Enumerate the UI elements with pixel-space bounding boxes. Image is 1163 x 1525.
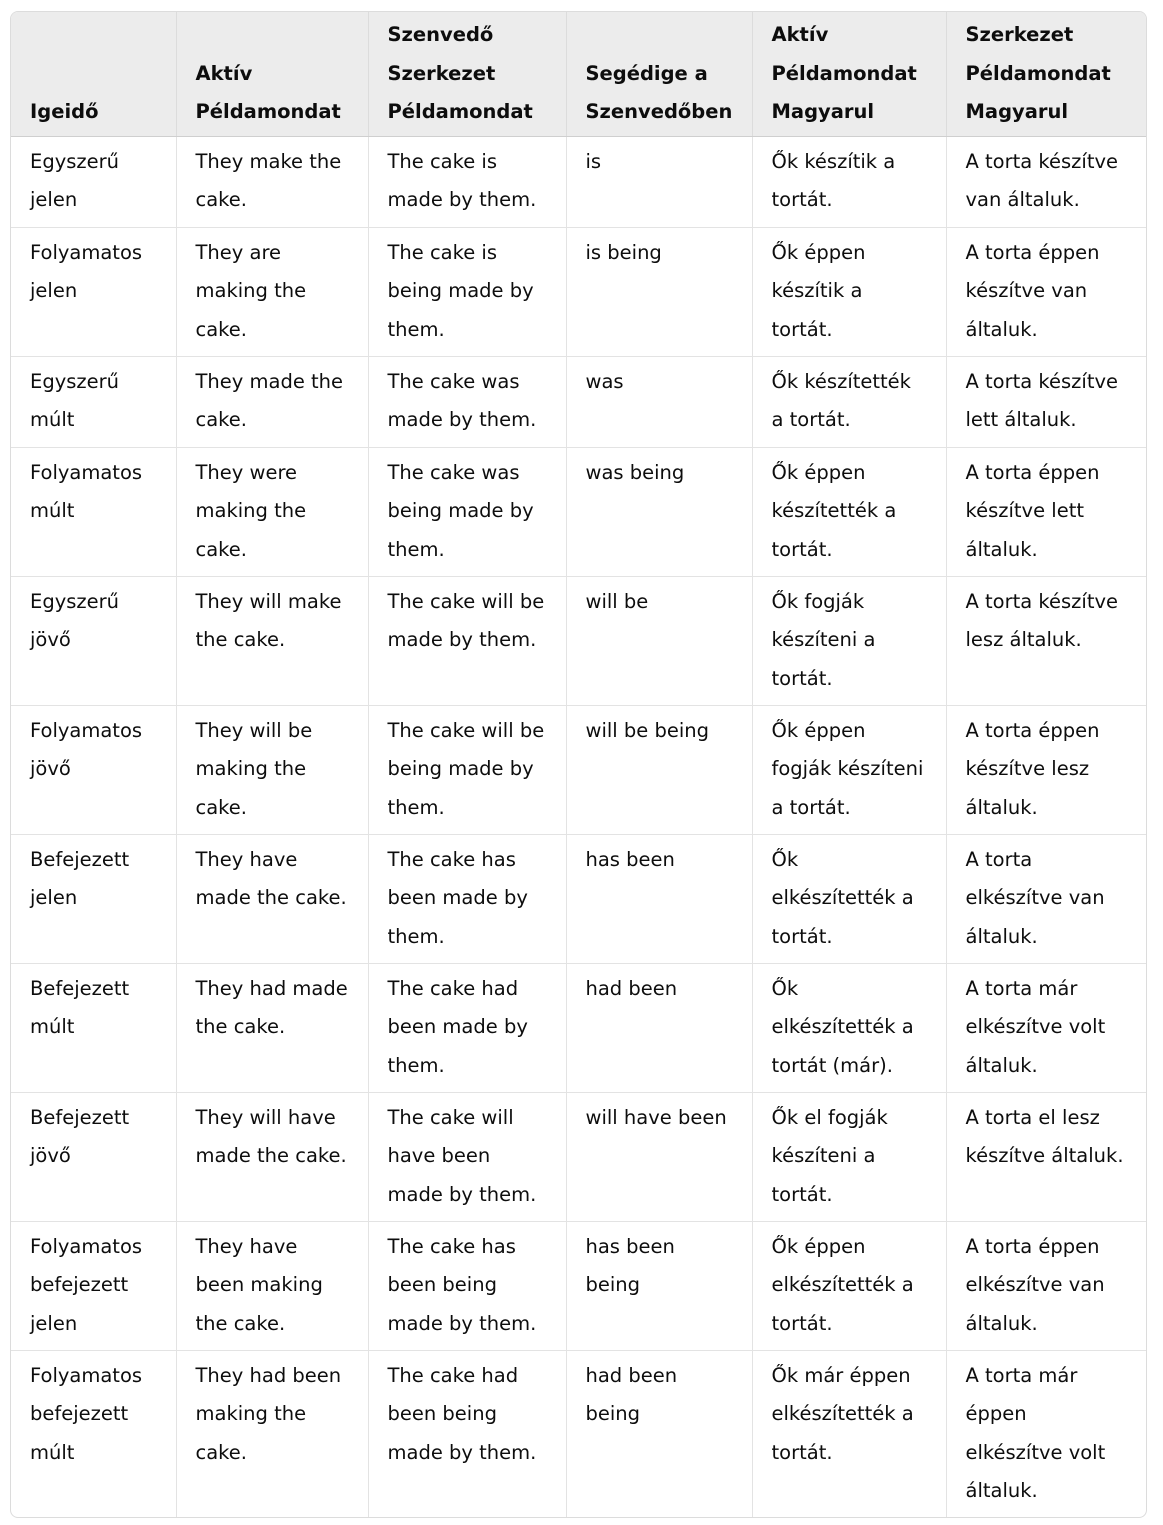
cell-active-example: They made the cake. — [176, 356, 368, 447]
cell-passive-example: The cake had been made by them. — [368, 963, 566, 1092]
cell-active-example: They had been making the cake. — [176, 1350, 368, 1517]
cell-passive-hungarian: A torta éppen készítve lesz általuk. — [946, 705, 1147, 834]
tense-table — [11, 12, 1147, 1517]
cell-passive-example: The cake was being made by them. — [368, 447, 566, 576]
cell-passive-example: The cake is made by them. — [368, 136, 566, 227]
cell-active-example: They were making the cake. — [176, 447, 368, 576]
cell-passive-example: The cake will be made by them. — [368, 576, 566, 705]
cell-active-hungarian: Ők elkészítették a tortát (már). — [752, 963, 946, 1092]
cell-passive-example: The cake will have been made by them. — [368, 1092, 566, 1221]
header-auxiliary: Segédige a Szenvedőben — [566, 12, 752, 136]
cell-tense: Befejezett jelen — [11, 834, 176, 963]
cell-auxiliary: was — [566, 356, 752, 447]
table-row — [11, 136, 1147, 227]
table-row — [11, 1221, 1147, 1350]
cell-active-example: They have made the cake. — [176, 834, 368, 963]
cell-tense: Folyamatos befejezett múlt — [11, 1350, 176, 1517]
cell-passive-example: The cake has been being made by them. — [368, 1221, 566, 1350]
cell-auxiliary: is — [566, 136, 752, 227]
cell-passive-hungarian: A torta elkészítve van általuk. — [946, 834, 1147, 963]
table-row — [11, 834, 1147, 963]
cell-active-example: They are making the cake. — [176, 227, 368, 356]
header-active-hungarian: Aktív Példamondat Magyarul — [752, 12, 946, 136]
cell-tense: Egyszerű múlt — [11, 356, 176, 447]
cell-auxiliary: had been being — [566, 1350, 752, 1517]
cell-tense: Folyamatos befejezett jelen — [11, 1221, 176, 1350]
cell-active-hungarian: Ők éppen elkészítették a tortát. — [752, 1221, 946, 1350]
cell-tense: Befejezett jövő — [11, 1092, 176, 1221]
cell-tense: Folyamatos jövő — [11, 705, 176, 834]
cell-tense: Egyszerű jövő — [11, 576, 176, 705]
cell-tense: Folyamatos múlt — [11, 447, 176, 576]
cell-passive-hungarian: A torta el lesz készítve általuk. — [946, 1092, 1147, 1221]
cell-passive-example: The cake was made by them. — [368, 356, 566, 447]
cell-passive-example: The cake has been made by them. — [368, 834, 566, 963]
cell-auxiliary: will have been — [566, 1092, 752, 1221]
table-row — [11, 227, 1147, 356]
header-row — [11, 12, 1147, 136]
cell-passive-hungarian: A torta készítve lesz általuk. — [946, 576, 1147, 705]
cell-auxiliary: was being — [566, 447, 752, 576]
cell-passive-hungarian: A torta készítve lett általuk. — [946, 356, 1147, 447]
cell-active-example: They will have made the cake. — [176, 1092, 368, 1221]
cell-active-hungarian: Ők készítik a tortát. — [752, 136, 946, 227]
cell-active-hungarian: Ők készítették a tortát. — [752, 356, 946, 447]
cell-passive-hungarian: A torta éppen készítve lett általuk. — [946, 447, 1147, 576]
table-row — [11, 1092, 1147, 1221]
cell-active-hungarian: Ők már éppen elkészítették a tortát. — [752, 1350, 946, 1517]
cell-auxiliary: had been — [566, 963, 752, 1092]
cell-active-hungarian: Ők el fogják készíteni a tortát. — [752, 1092, 946, 1221]
cell-active-hungarian: Ők elkészítették a tortát. — [752, 834, 946, 963]
table-row — [11, 705, 1147, 834]
cell-passive-hungarian: A torta már éppen elkészítve volt általuk. — [965, 1363, 1106, 1502]
cell-auxiliary: is being — [566, 227, 752, 356]
cell-active-example: They will make the cake. — [176, 576, 368, 705]
header-tense: Igeidő — [11, 12, 176, 136]
cell-passive-example: The cake is being made by them. — [368, 227, 566, 356]
cell-passive-hungarian: A torta készítve van általuk. — [946, 136, 1147, 227]
table-row — [11, 1350, 1147, 1517]
header-active-example: Aktív Példamondat — [176, 12, 368, 136]
cell-active-example: They had made the cake. — [176, 963, 368, 1092]
cell-passive-example: The cake had been being made by them. — [368, 1350, 566, 1517]
cell-active-hungarian: Ők éppen készítették a tortát. — [752, 447, 946, 576]
table-row — [11, 447, 1147, 576]
table-row — [11, 963, 1147, 1092]
cell-passive-example: The cake will be being made by them. — [368, 705, 566, 834]
cell-auxiliary: will be — [566, 576, 752, 705]
cell-active-example: They have been making the cake. — [176, 1221, 368, 1350]
cell-active-hungarian: Ők éppen készítik a tortát. — [752, 227, 946, 356]
cell-auxiliary: has been — [566, 834, 752, 963]
table-row — [11, 356, 1147, 447]
cell-passive-hungarian: A torta már elkészítve volt általuk. — [946, 963, 1147, 1092]
cell-tense: Egyszerű jelen — [11, 136, 176, 227]
cell-tense: Befejezett múlt — [11, 963, 176, 1092]
cell-tense: Folyamatos jelen — [11, 227, 176, 356]
cell-active-example: They make the cake. — [176, 136, 368, 227]
header-passive-hungarian: Szerkezet Példamondat Magyarul — [946, 12, 1147, 136]
header-passive-example: Szenvedő Szerkezet Példamondat — [368, 12, 566, 136]
table-row — [11, 576, 1147, 705]
cell-active-example: They will be making the cake. — [176, 705, 368, 834]
cell-passive-hungarian: A torta éppen készítve van általuk. — [946, 227, 1147, 356]
cell-active-hungarian: Ők fogják készíteni a tortát. — [752, 576, 946, 705]
cell-passive-hungarian: A torta éppen elkészítve van általuk. — [946, 1221, 1147, 1350]
cell-auxiliary: will be being — [566, 705, 752, 834]
cell-active-hungarian: Ők éppen fogják készíteni a tortát. — [752, 705, 946, 834]
tense-table-container — [10, 11, 1147, 1518]
cell-auxiliary: has been being — [566, 1221, 752, 1350]
